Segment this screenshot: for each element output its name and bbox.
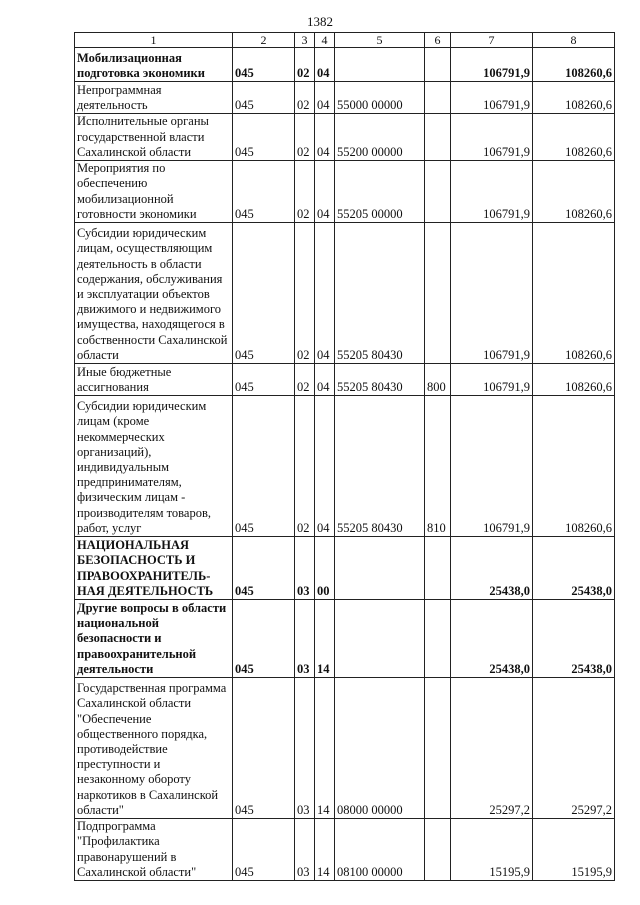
row-name: Субсидии юридическим лицам (кроме некоммерческих организаций), индивидуальным предпринимателям, физическим лицам - производителям товаров, работ, услуг <box>75 396 233 537</box>
cell-amount-2: 25438,0 <box>533 537 615 600</box>
cell-target: 55200 00000 <box>335 114 425 161</box>
cell-expense-type <box>425 223 451 364</box>
row-name: Иные бюджетные ассигнования <box>75 364 233 396</box>
row-name: Другие вопросы в области национальной безопасности и правоохранительной деятельности <box>75 600 233 678</box>
cell-amount-2: 108260,6 <box>533 48 615 82</box>
cell-section: 02 <box>295 223 315 364</box>
row-name: Субсидии юридическим лицам, осуществляющим деятельность в области содержания, обслуживания и эксплуатации объектов движимого и недвижимого имущества, находящегося в собственности Сахалинской области <box>75 223 233 364</box>
table-row <box>75 537 615 600</box>
cell-subsection: 00 <box>315 537 335 600</box>
cell-subsection: 14 <box>315 678 335 819</box>
cell-amount-2: 108260,6 <box>533 396 615 537</box>
cell-section: 02 <box>295 364 315 396</box>
cell-expense-type: 800 <box>425 364 451 396</box>
cell-expense-type <box>425 819 451 881</box>
row-name: Государственная программа Сахалинской области "Обеспечение общественного порядка, противодействие преступности и незаконному обороту наркотиков в Сахалинской области" <box>75 678 233 819</box>
row-name: Непрограммная деятельность <box>75 82 233 114</box>
cell-expense-type <box>425 114 451 161</box>
header-row <box>75 33 615 48</box>
cell-section: 03 <box>295 678 315 819</box>
cell-section: 03 <box>295 819 315 881</box>
cell-subsection: 04 <box>315 114 335 161</box>
cell-ministry: 045 <box>233 82 295 114</box>
cell-subsection: 04 <box>315 223 335 364</box>
column-header: 3 <box>295 33 315 48</box>
cell-amount-2: 25297,2 <box>533 678 615 819</box>
table-row <box>75 678 615 819</box>
cell-ministry: 045 <box>233 161 295 223</box>
cell-amount-1: 15195,9 <box>451 819 533 881</box>
cell-target: 08000 00000 <box>335 678 425 819</box>
cell-section: 02 <box>295 82 315 114</box>
row-name: Подпрограмма "Профилактика правонарушений в Сахалинской области" <box>75 819 233 881</box>
cell-amount-1: 25438,0 <box>451 537 533 600</box>
cell-amount-2: 108260,6 <box>533 161 615 223</box>
table-row <box>75 600 615 678</box>
cell-section: 02 <box>295 396 315 537</box>
cell-target: 55205 00000 <box>335 161 425 223</box>
row-name: НАЦИОНАЛЬНАЯ БЕЗОПАСНОСТЬ И ПРАВООХРАНИТЕЛЬ-НАЯ ДЕЯТЕЛЬНОСТЬ <box>75 537 233 600</box>
cell-expense-type <box>425 537 451 600</box>
cell-amount-2: 15195,9 <box>533 819 615 881</box>
column-header: 2 <box>233 33 295 48</box>
cell-amount-1: 25438,0 <box>451 600 533 678</box>
cell-expense-type <box>425 82 451 114</box>
cell-subsection: 04 <box>315 364 335 396</box>
cell-target <box>335 537 425 600</box>
cell-ministry: 045 <box>233 364 295 396</box>
cell-amount-2: 108260,6 <box>533 364 615 396</box>
column-header: 6 <box>425 33 451 48</box>
table-row <box>75 223 615 364</box>
cell-subsection: 04 <box>315 48 335 82</box>
cell-amount-1: 106791,9 <box>451 161 533 223</box>
column-header: 8 <box>533 33 615 48</box>
cell-amount-1: 106791,9 <box>451 114 533 161</box>
page-number: 1382 <box>307 14 333 29</box>
cell-ministry: 045 <box>233 819 295 881</box>
cell-amount-1: 106791,9 <box>451 396 533 537</box>
cell-ministry: 045 <box>233 537 295 600</box>
column-header: 1 <box>75 33 233 48</box>
cell-amount-1: 106791,9 <box>451 82 533 114</box>
cell-subsection: 04 <box>315 396 335 537</box>
cell-subsection: 14 <box>315 600 335 678</box>
row-name: Мобилизационная подготовка экономики <box>75 48 233 82</box>
cell-expense-type <box>425 678 451 819</box>
cell-section: 03 <box>295 537 315 600</box>
table-row <box>75 396 615 537</box>
cell-ministry: 045 <box>233 223 295 364</box>
budget-table <box>74 32 615 881</box>
table-row <box>75 48 615 82</box>
cell-expense-type: 810 <box>425 396 451 537</box>
cell-expense-type <box>425 161 451 223</box>
cell-ministry: 045 <box>233 48 295 82</box>
cell-ministry: 045 <box>233 396 295 537</box>
table-row <box>75 82 615 114</box>
row-name: Исполнительные органы государственной власти Сахалинской области <box>75 114 233 161</box>
cell-ministry: 045 <box>233 114 295 161</box>
cell-section: 02 <box>295 114 315 161</box>
column-header: 5 <box>335 33 425 48</box>
cell-target: 55205 80430 <box>335 396 425 537</box>
table-row <box>75 819 615 881</box>
cell-amount-2: 108260,6 <box>533 114 615 161</box>
cell-subsection: 14 <box>315 819 335 881</box>
row-name: Мероприятия по обеспечению мобилизационной готовности экономики <box>75 161 233 223</box>
cell-amount-2: 25438,0 <box>533 600 615 678</box>
cell-amount-1: 106791,9 <box>451 48 533 82</box>
cell-amount-2: 108260,6 <box>533 82 615 114</box>
cell-ministry: 045 <box>233 678 295 819</box>
cell-expense-type <box>425 48 451 82</box>
cell-target: 55000 00000 <box>335 82 425 114</box>
cell-target: 55205 80430 <box>335 364 425 396</box>
cell-subsection: 04 <box>315 161 335 223</box>
cell-target: 08100 00000 <box>335 819 425 881</box>
cell-amount-1: 106791,9 <box>451 223 533 364</box>
table-row <box>75 161 615 223</box>
cell-subsection: 04 <box>315 82 335 114</box>
cell-ministry: 045 <box>233 600 295 678</box>
cell-amount-2: 108260,6 <box>533 223 615 364</box>
table-row <box>75 114 615 161</box>
cell-target: 55205 80430 <box>335 223 425 364</box>
column-header: 4 <box>315 33 335 48</box>
cell-amount-1: 106791,9 <box>451 364 533 396</box>
cell-target <box>335 48 425 82</box>
cell-expense-type <box>425 600 451 678</box>
table-row <box>75 364 615 396</box>
cell-amount-1: 25297,2 <box>451 678 533 819</box>
cell-target <box>335 600 425 678</box>
column-header: 7 <box>451 33 533 48</box>
cell-section: 02 <box>295 161 315 223</box>
cell-section: 02 <box>295 48 315 82</box>
cell-section: 03 <box>295 600 315 678</box>
